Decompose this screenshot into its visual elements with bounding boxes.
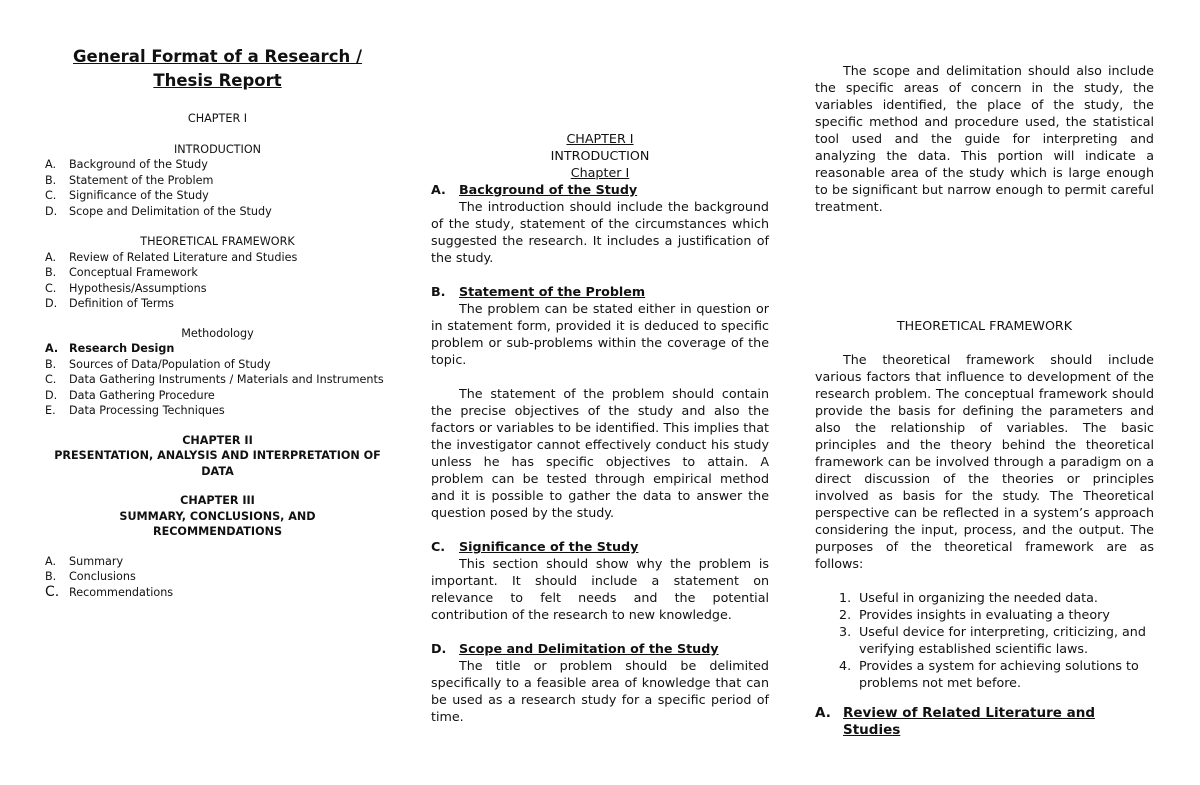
chapter1-heading: CHAPTER I — [187, 112, 248, 125]
methodology-list — [45, 341, 390, 419]
section-heading: C. Significance of the Study — [431, 539, 639, 554]
list-item: C. Significance of the Study — [45, 189, 209, 202]
chapter3-title: SUMMARY, CONCLUSIONS, AND RECOMMENDATIONS — [119, 509, 316, 538]
list-item: 2. Provides insights in evaluating a theory — [839, 607, 1110, 622]
list-item: D. Definition of Terms — [45, 297, 175, 310]
document-title: General Format of a Research / Thesis Report — [73, 47, 362, 90]
purposes-list — [815, 589, 1154, 691]
summary-list — [45, 554, 390, 601]
introduction-heading: INTRODUCTION — [173, 142, 261, 156]
list-item: A. Review of Related Literature and Studies — [45, 250, 298, 264]
list-item: D. Data Gathering Procedure — [45, 388, 215, 402]
paragraph: The introduction should include the background of the study, statement of the circumstances which suggested the research. It includes a justification of the study. — [431, 199, 769, 265]
list-item: C. Hypothesis/Assumptions — [45, 281, 207, 295]
list-item: 3. Useful device for interpreting, criticizing, and verifying established scientific laws. — [839, 624, 1146, 656]
paragraph: This section should show why the problem is important. It should include a statement on relevance to felt needs and the potential contribution of the research to new knowledge. — [431, 556, 769, 622]
outline-column — [45, 0, 390, 600]
list-item: C. Recommendations — [45, 583, 174, 600]
methodology-heading: Methodology — [181, 326, 254, 340]
section-heading: D. Scope and Delimitation of the Study — [431, 641, 719, 656]
list-item: C. Data Gathering Instruments / Materials and Instruments — [45, 373, 384, 386]
list-item: A. Background of the Study — [45, 158, 208, 171]
paragraph: The scope and delimitation should also include the specific areas of concern in the study, the variables identified, the place of the study, the specific method and procedure used, the statistical tool used and the guide for interpreting and analyzing the data. This portion will indicate a reasonable area of the study which is large enough to be significant but narrow enough to permit careful treatment. — [815, 63, 1154, 214]
list-item: B. Conclusions — [45, 570, 136, 583]
list-item: B. Statement of the Problem — [45, 173, 214, 187]
list-item: A. Summary — [45, 554, 124, 568]
theoretical-heading: THEORETICAL FRAMEWORK — [896, 318, 1073, 333]
paragraph: The problem can be stated either in question or in statement form, provided it is deduced to specific problem or sub-problems within the coverage of the topic. — [431, 301, 769, 367]
chapter3-heading: CHAPTER III — [180, 494, 255, 507]
list-item: A. Research Design — [45, 342, 175, 355]
introduction-list — [45, 157, 390, 219]
paragraph: The title or problem should be delimited specifically to a feasible area of knowledge that can be used as a research study for a specific period of time. — [431, 658, 769, 724]
section-heading: B. Statement of the Problem — [431, 284, 646, 299]
section-heading: A. Background of the Study — [431, 182, 638, 197]
paragraph: The theoretical framework should include various factors that influence to development of the research problem. The conceptual framework should provide the basis for defining the parameters and also the relationship of variables. The basic principles and the theory behind the theoretical framework can be involved through a paradigm on a direct discussion of the theories or principles involved as basis for the study. The Theoretical perspective can be reflected in a system’s approach considering the input, process, and the output. The purposes of the theoretical framework are as follows: — [815, 352, 1154, 571]
chapter2-heading: CHAPTER II — [182, 433, 253, 447]
list-item: E. Data Processing Techniques — [45, 404, 225, 417]
introduction-heading: INTRODUCTION — [550, 148, 650, 163]
list-item: B. Conceptual Framework — [45, 266, 198, 279]
chapter-subheading: Chapter I — [570, 165, 630, 180]
theory-list — [45, 250, 390, 312]
list-item: B. Sources of Data/Population of Study — [45, 357, 271, 371]
chapter1-column — [431, 0, 769, 725]
chapter-heading: CHAPTER I — [566, 131, 634, 146]
framework-column — [815, 0, 1154, 739]
chapter2-title: PRESENTATION, ANALYSIS AND INTERPRETATION OF DATA — [54, 449, 381, 478]
list-item: D. Scope and Delimitation of the Study — [45, 204, 272, 218]
paragraph: The statement of the problem should contain the precise objectives of the study and also the factors or variables to be identified. This implies that the investigator cannot effectively conduct his study unless he has specific objectives to attain. A problem can be tested through empirical method and it is possible to gather the data to answer the question posed by the study. — [431, 386, 769, 520]
section-heading: A. Review of Related Literature and Studies — [815, 705, 1095, 738]
list-item: 4. Provides a system for achieving solutions to problems not met before. — [839, 658, 1139, 690]
theoretical-heading: THEORETICAL FRAMEWORK — [140, 235, 295, 248]
list-item: 1. Useful in organizing the needed data. — [839, 590, 1098, 605]
